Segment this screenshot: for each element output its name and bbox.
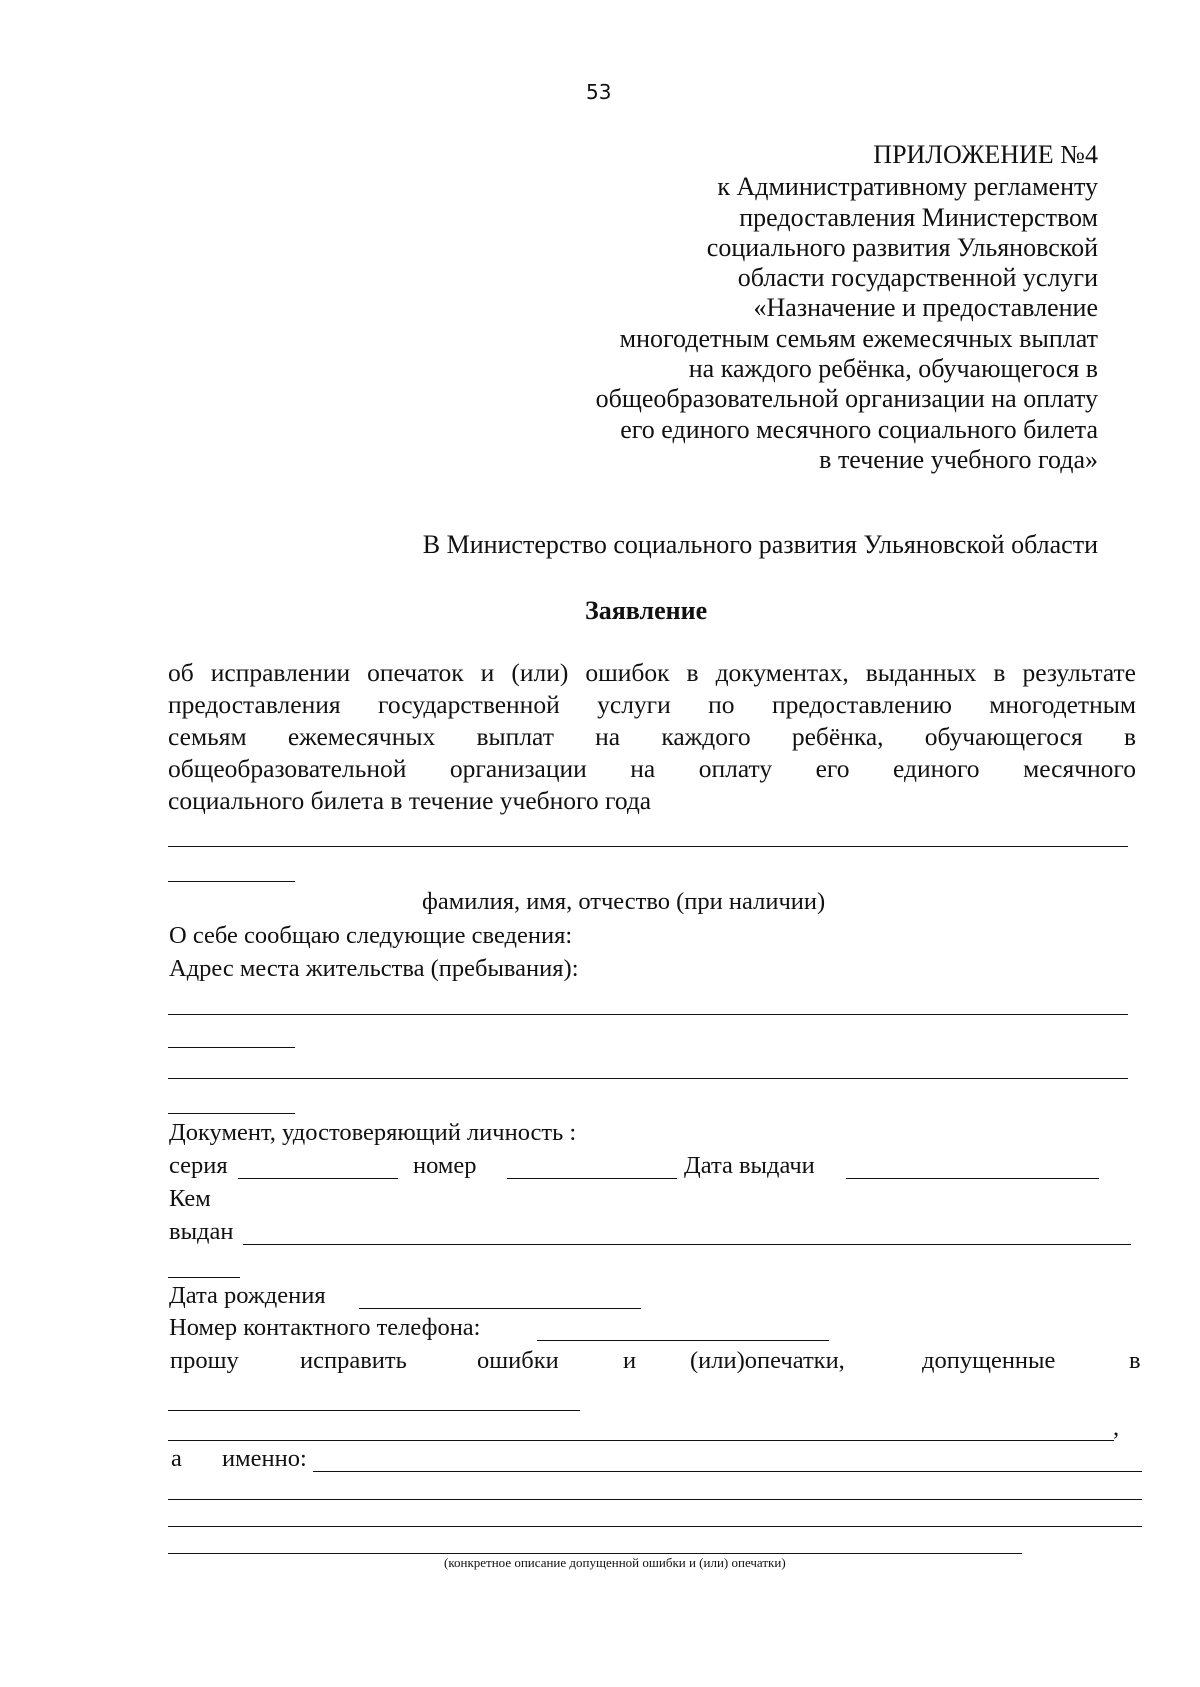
birth-date-field[interactable]	[359, 1308, 641, 1309]
series-label: серия	[169, 1152, 228, 1179]
fio-input-line[interactable]	[168, 846, 1128, 847]
subject-line: семьям ежемесячных выплат на каждого ребёнка, обучающегося в	[168, 722, 1136, 751]
page-number: 53	[586, 80, 612, 104]
issue-date-field[interactable]	[846, 1178, 1099, 1179]
document-heading: Заявление	[585, 596, 708, 625]
subject-line: об исправлении опечаток и (или) ошибок в документах, выданных в результате	[168, 658, 1136, 687]
appendix-title: ПРИЛОЖЕНИЕ №4	[873, 140, 1098, 169]
issued-by-field[interactable]	[243, 1244, 1131, 1245]
appendix-line: «Назначение и предоставление	[753, 293, 1098, 323]
request-word: (или)опечатки,	[690, 1347, 845, 1374]
appendix-line: области государственной услуги	[737, 263, 1098, 293]
phone-label: Номер контактного телефона:	[169, 1314, 481, 1341]
request-word: в	[1129, 1347, 1141, 1374]
address-input-line[interactable]	[168, 1078, 1128, 1079]
id-document-label: Документ, удостоверяющий личность :	[169, 1119, 577, 1146]
address-label: Адрес места жительства (пребывания):	[169, 955, 579, 982]
error-description-field[interactable]	[168, 1553, 1022, 1554]
appendix-line: на каждого ребёнка, обучающегося в	[688, 354, 1098, 384]
address-input-line-short[interactable]	[168, 1113, 295, 1114]
fio-caption: фамилия, имя, отчество (при наличии)	[422, 888, 826, 915]
document-name-field[interactable]	[168, 1410, 580, 1411]
appendix-block	[596, 140, 1098, 475]
address-input-line-short[interactable]	[168, 1047, 295, 1048]
number-field[interactable]	[507, 1178, 677, 1179]
subject-line: общеобразовательной организации на оплату его единого месячного	[168, 754, 1136, 783]
subject-line: социального билета в течение учебного года	[168, 786, 652, 815]
number-label: номер	[413, 1152, 477, 1179]
request-word: и	[623, 1347, 637, 1374]
appendix-line: его единого месячного социального билета	[620, 414, 1098, 444]
comma: ,	[1113, 1414, 1120, 1441]
namely-a: а	[171, 1445, 182, 1472]
request-word: прошу	[170, 1347, 239, 1374]
fio-input-line-short[interactable]	[168, 881, 295, 882]
phone-field[interactable]	[537, 1340, 829, 1341]
about-me-label: О себе сообщаю следующие сведения:	[169, 922, 573, 949]
subject-line: предоставления государственной услуги по предоставлению многодетным	[168, 690, 1136, 719]
appendix-line: в течение учебного года»	[819, 444, 1098, 474]
series-field[interactable]	[238, 1178, 398, 1179]
request-word: ошибки	[477, 1347, 559, 1374]
appendix-line: предоставления Министерством	[739, 202, 1098, 232]
error-description-field[interactable]	[313, 1471, 1142, 1472]
error-description-field[interactable]	[168, 1499, 1142, 1500]
request-word: допущенные	[922, 1347, 1056, 1374]
request-word: исправить	[300, 1347, 407, 1374]
issued-by-label: Кем	[169, 1185, 211, 1212]
birth-date-label: Дата рождения	[169, 1282, 326, 1309]
issued-by-field-short[interactable]	[168, 1277, 240, 1278]
appendix-line: социального развития Ульяновской	[706, 232, 1098, 262]
issue-date-label: Дата выдачи	[684, 1152, 815, 1179]
issued-by-label-cont: выдан	[169, 1218, 234, 1245]
error-description-field[interactable]	[168, 1526, 1142, 1527]
appendix-line: общеобразовательной организации на оплату	[595, 384, 1098, 414]
addressee: В Министерство социального развития Ульяновской области	[422, 530, 1098, 559]
address-input-line[interactable]	[168, 1014, 1128, 1015]
appendix-line: к Административному регламенту	[717, 172, 1098, 202]
namely-label: именно:	[222, 1445, 307, 1472]
appendix-line: многодетным семьям ежемесячных выплат	[619, 323, 1098, 353]
description-caption: (конкретное описание допущенной ошибки и (или) опечатки)	[444, 1555, 786, 1570]
document-name-field[interactable]	[168, 1440, 1114, 1441]
